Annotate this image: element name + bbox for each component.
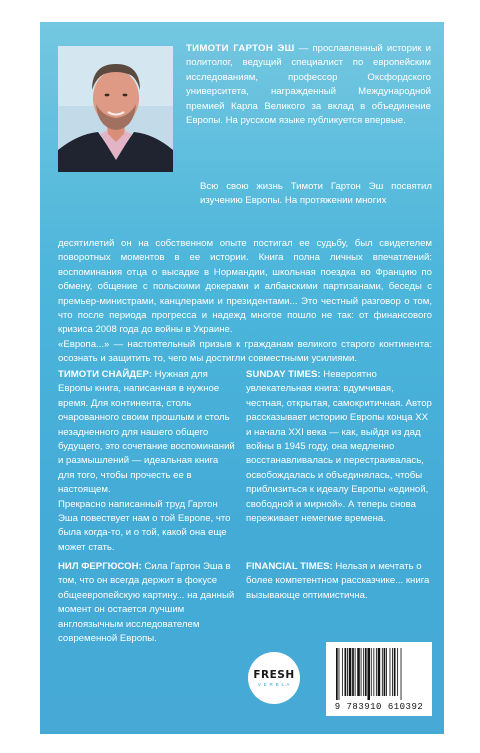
barcode-bar [347, 648, 348, 696]
review-quote [246, 560, 432, 603]
isbn-number: 9 783910 610392 [334, 702, 424, 712]
barcode-bar [357, 648, 360, 696]
isbn-barcode [326, 642, 432, 716]
review-text: Сила Гартон Эша в том, что он всегда держит в фокусе общеевропейскую картину... на данный момент он остается лучшим англоязычным исследователем современной Европы. [58, 561, 235, 645]
review-text: Нельзя и мечтать о более компетентном рассказчике... книга вызывающе оптимистична. [246, 561, 430, 601]
author-photo [58, 46, 173, 172]
author-name: ТИМОТИ ГАРТОН ЭШ [186, 43, 295, 54]
barcode-bar [367, 648, 370, 700]
barcode-bar [378, 648, 381, 696]
publisher-logo-sub: V E R B L A [257, 682, 291, 687]
barcode-bar [339, 648, 340, 700]
barcode-bar [394, 648, 396, 696]
author-bio-paragraph: десятилетий он на собственном опыте постигал ее судьбу, был свидетелем поворотных моментов в ее истории. Книга полна личных впечатлений: воспоминания отца о высадке в Нормандии, школьная поездка во Францию по обмену, общение с польскими докерами и албанскими партизанами, беседы с премьер-министрами, канцлерами и президентами... Это честный разговор о том, что после периода прогресса и надежд многое пошло не так: от финансового кризиса 2008 года до войны в Украине. [58, 238, 432, 336]
review-source: FINANCIAL TIMES: [246, 561, 333, 572]
barcode-bar [363, 648, 364, 696]
barcode-bar [392, 648, 393, 696]
author-bio-lead [200, 180, 432, 209]
barcode-bar [401, 648, 402, 700]
barcode-bar [361, 648, 362, 696]
author-bio-conclusion: «Европа...» — настоятельный призыв к гражданам великого старого континента: осознать и защитить то, чего мы достигли совместными усилиями. [58, 338, 432, 365]
barcode-bar [371, 648, 372, 696]
barcode-bar [382, 648, 383, 696]
author-portrait-image [58, 46, 173, 172]
author-intro [186, 42, 431, 128]
barcode-bar [397, 648, 398, 696]
barcode-bar [376, 648, 377, 696]
review-source: SUNDAY TIMES: [246, 369, 321, 380]
review-quote [58, 560, 236, 646]
barcode-bar [336, 648, 338, 700]
barcode-bar [384, 648, 386, 696]
review-quote [246, 368, 432, 526]
barcode-bar [342, 648, 343, 696]
barcode-bar [386, 648, 387, 696]
barcode-bar [349, 648, 352, 696]
review-quote [58, 368, 236, 555]
barcode-bar [355, 648, 356, 696]
publisher-logo-main: FRESH [253, 669, 295, 681]
review-source: ТИМОТИ СНАЙДЕР: [58, 369, 153, 380]
barcode-bar [373, 648, 374, 696]
review-text-continued: Прекрасно написанный труд Гартон Эша повествует нам о той Европе, что была когда-то, и о той, какой она еще может стать. [58, 498, 231, 553]
author-bio-lead-text: Всю свою жизнь Тимоти Гартон Эш посвятил изучению Европы. На протяжении многих [200, 181, 432, 207]
review-source: НИЛ ФЕРГЮСОН: [58, 561, 142, 572]
barcode-bar [365, 648, 367, 696]
review-text: Невероятно увлекательная книга: вдумчивая, честная, открытая, самокритичная. Автор рассказывает историю Европы конца XX и начала XXI века — как, выйдя из дад войны в 1945 году, она медленно восстанавливалась и перестраивалась, освобождалась и объединялась, чтобы приблизиться к идеалу Европы «единой, свободной и мирной». А теперь снова переживает немегкие времена. [246, 369, 432, 525]
review-text: Нужная для Европы книга, написанная в нужное время. Для континента, столь очарованного своим прошлым и столь незадненного для нашего общего будущего, это сочетание воспоминаний и размышлений — идеальная книга для того, чтобы прочесть ее в настоящем. [58, 369, 235, 496]
author-intro-text: — прославленный историк и политолог, ведущий специалист по европейским исследованиям, профессор Оксфордского университета, награжденный Международной премией Карла Великого за вклад в объединение Европы. На русском языке публикуется впервые. [186, 43, 431, 127]
barcode-bar [345, 648, 347, 696]
author-bio-body [58, 237, 432, 367]
barcode-bar [390, 648, 391, 696]
barcode-bar [352, 648, 354, 696]
publisher-logo [248, 652, 300, 704]
book-back-cover [40, 22, 444, 734]
barcode-icon [334, 648, 424, 700]
